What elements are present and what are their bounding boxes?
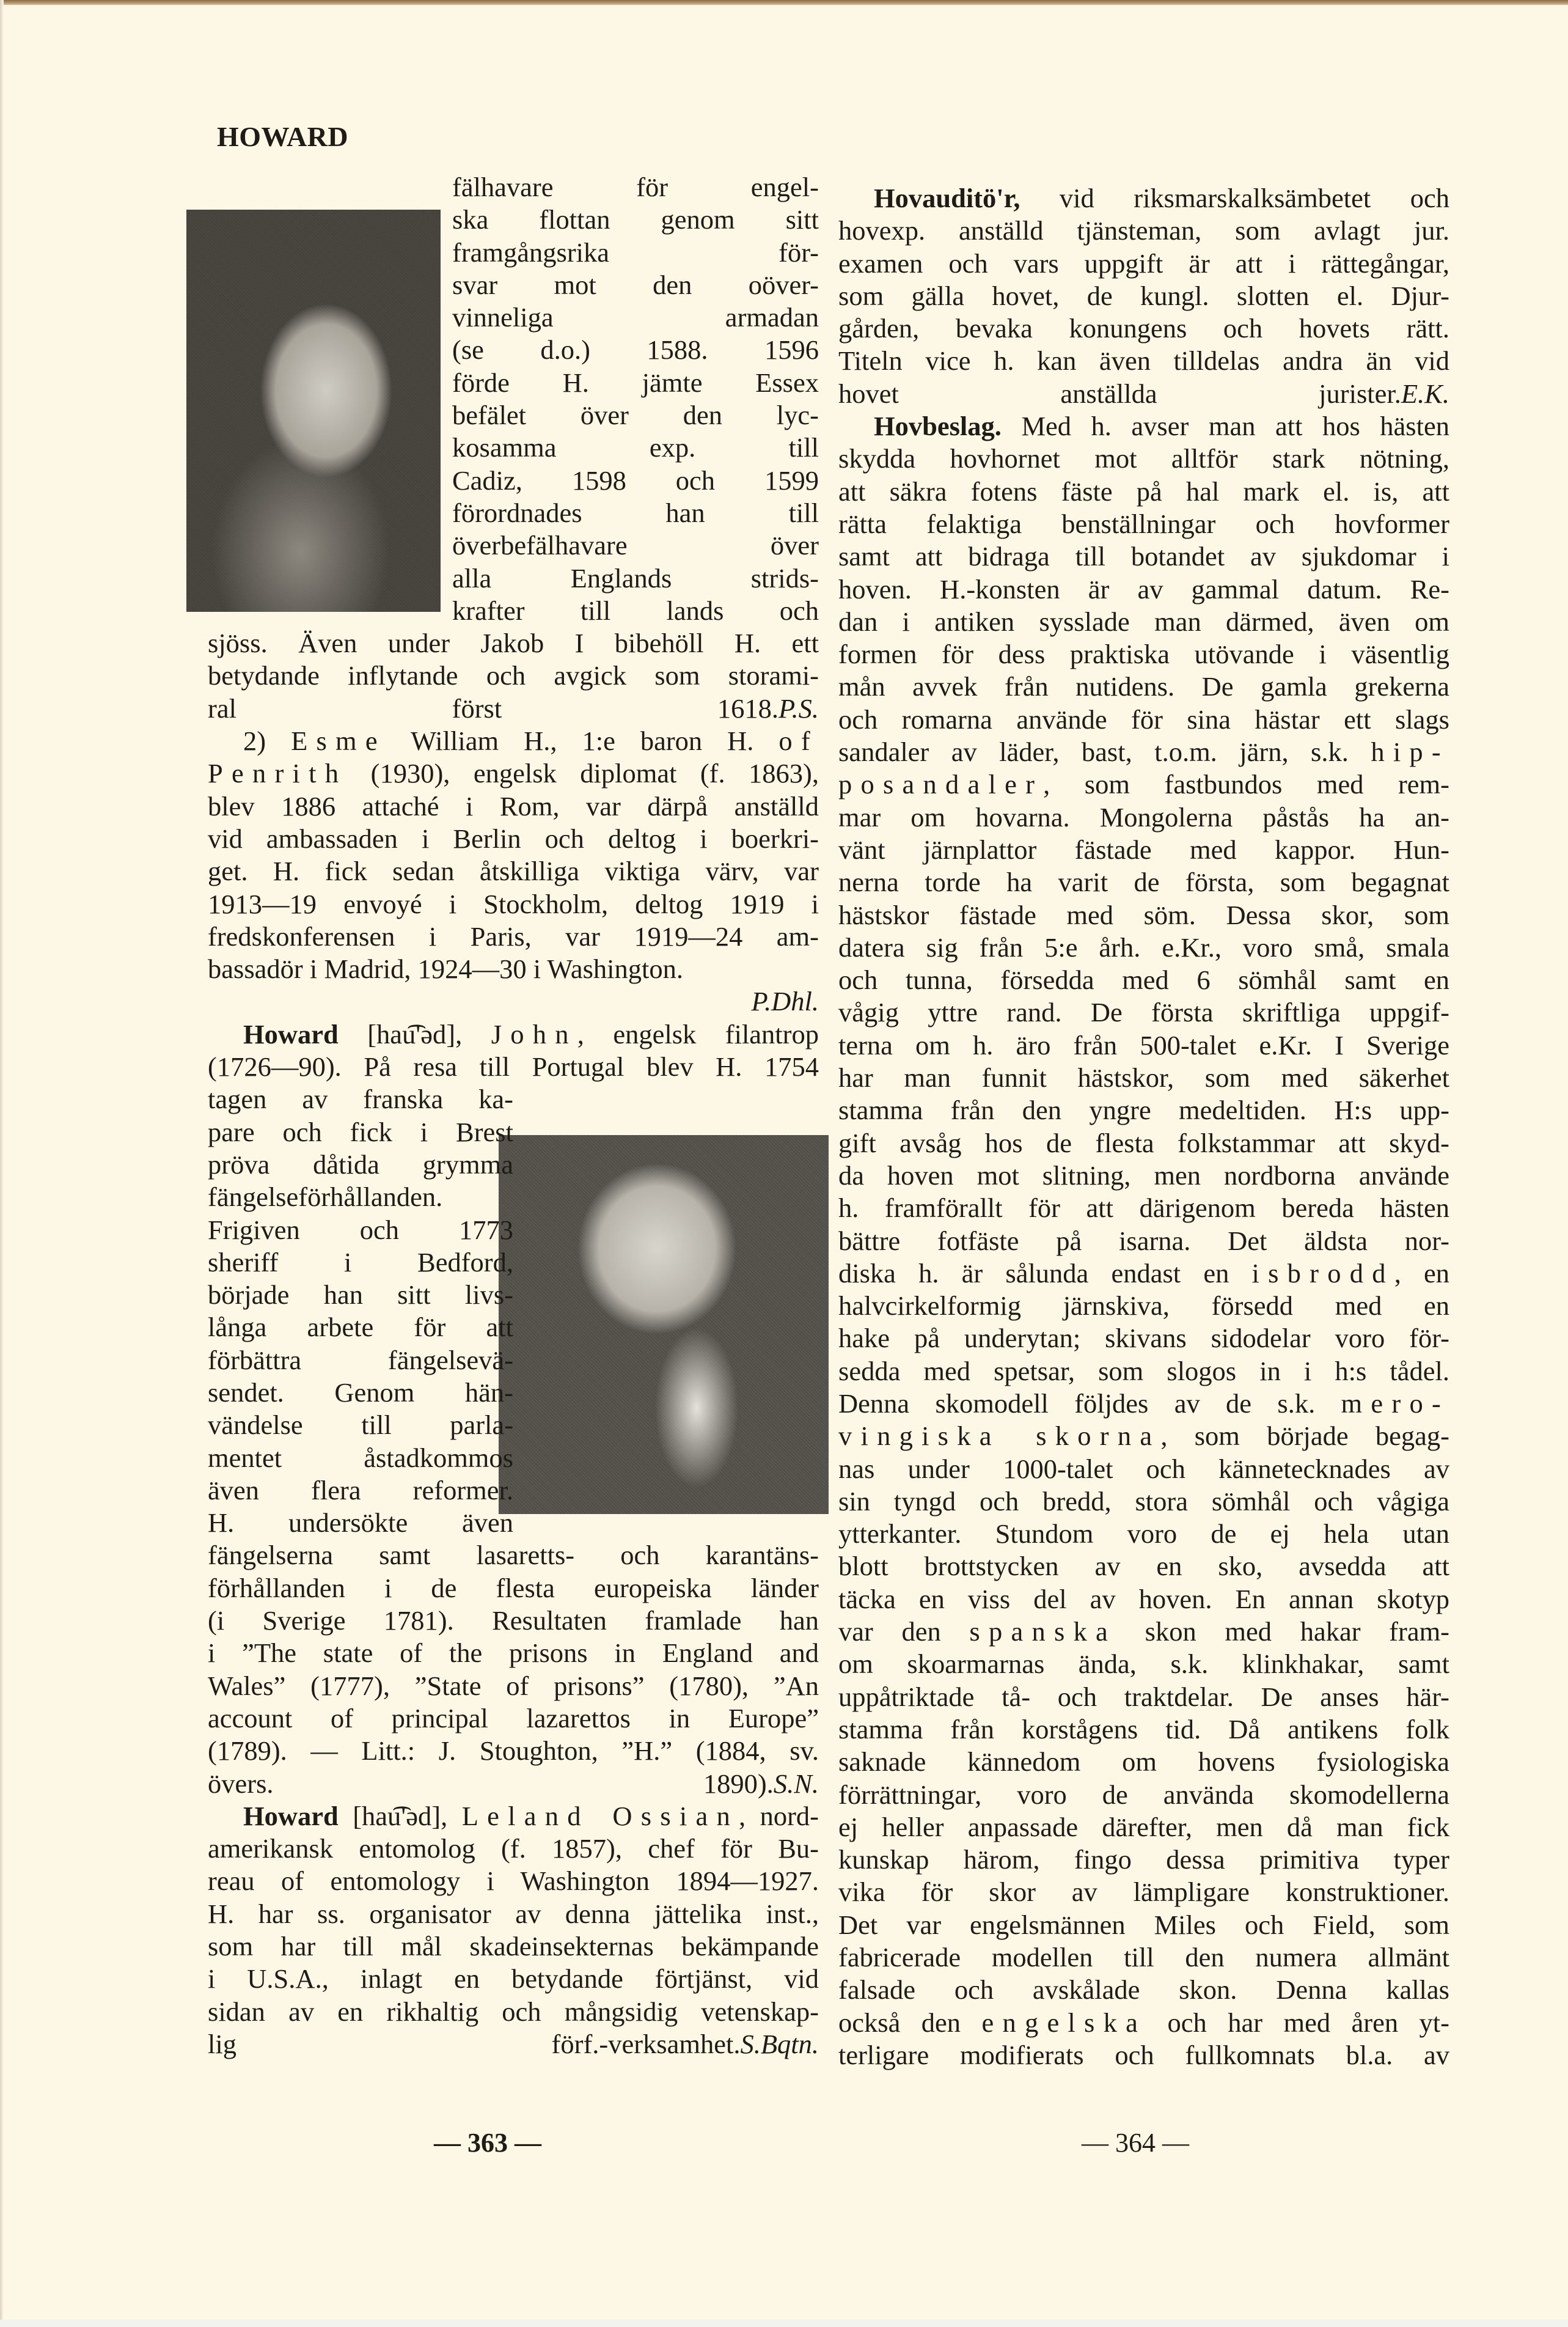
- text-line: skydda hovhornet mot alltför stark nötning,: [838, 443, 1449, 474]
- text-line: ska flottan genom sitt: [452, 204, 819, 235]
- text-line: mån avvek från nutidens. De gamla grekerna: [838, 671, 1449, 702]
- text-line: account of principal lazarettos in Europe”: [208, 1702, 819, 1733]
- text-line: formen för dess praktiska utövande i väsentlig: [838, 639, 1449, 670]
- text-line: fängelserna samt lasaretts- och karantäns-: [208, 1540, 819, 1571]
- entry-headword: Hovbeslag.: [874, 411, 1002, 442]
- text-line: förrättningar, voro de använda skomodellerna: [838, 1779, 1449, 1810]
- text-line: posandaler, som fastbundos med rem-: [838, 769, 1449, 800]
- text-line: har man funnit hästskor, som med säkerhet: [838, 1062, 1449, 1094]
- text-line: reau of entomology i Washington 1894—1927.: [208, 1866, 819, 1897]
- text-line: Wales” (1777), ”State of prisons” (1780), ”An: [208, 1670, 819, 1701]
- name-spaced: of: [779, 726, 819, 757]
- text-line: också den engelska och har med åren yt-: [838, 2007, 1449, 2038]
- text-line: förordnades han till: [452, 497, 819, 528]
- page-bottom-edge: [0, 2320, 1568, 2327]
- text-line: betydande inflytande och avgick som storami-: [208, 660, 819, 691]
- running-head: HOWARD: [217, 121, 349, 152]
- text-line: Denna skomodell följdes av de s.k. mero-: [838, 1388, 1449, 1419]
- text-line: hoven. H.-konsten är av gammal datum. Re-: [838, 573, 1449, 605]
- author-signature: S.Bqtn.: [740, 2028, 819, 2059]
- spaced-emphasis: engelska: [981, 2007, 1147, 2038]
- text-line: befälet över den lyc-: [452, 400, 819, 431]
- text-line: bättre fotfäste på isarna. Det äldsta nor-: [838, 1225, 1449, 1256]
- author-signature: S.N.: [773, 1768, 819, 1799]
- text-line: (1789). — Litt.: J. Stoughton, ”H.” (1884, sv.: [208, 1735, 819, 1766]
- name-spaced: Penrith: [208, 758, 348, 789]
- text-line: halvcirkelformig järnskiva, försedd med en: [838, 1290, 1449, 1322]
- text-line: och tunna, försedda med 6 sömhål samt en: [838, 965, 1449, 996]
- john-howard-entry: [208, 1018, 819, 1800]
- text-line: sedda med spetsar, som slogos in i h:s tådel.: [838, 1355, 1449, 1386]
- text-line: att säkra fotens fäste på hal mark el. is, att: [838, 476, 1449, 507]
- text-line: gift avsåg hos de flesta folkstammar att skyd-: [838, 1127, 1449, 1158]
- text-line: krafter till lands och: [452, 595, 819, 626]
- text-line: stamma från den yngre medeltiden. H:s upp-: [838, 1095, 1449, 1126]
- text-line: ej heller anpassade därefter, men då man fick: [838, 1811, 1449, 1842]
- text-line: Titeln vice h. kan även tilldelas andra än vid: [838, 345, 1449, 377]
- spaced-emphasis: vingiska skorna: [838, 1421, 1161, 1452]
- text-line: H. har ss. organisator av denna jättelika inst.,: [208, 1898, 819, 1929]
- text-line: alla Englands strids-: [452, 562, 819, 594]
- text-line: Howard [hau͡'əd], Leland Ossian, nord-: [243, 1800, 819, 1831]
- text-line: fängelseförhållanden.: [208, 1182, 443, 1213]
- text-line: var den spanska skon med hakar fram-: [838, 1616, 1450, 1647]
- name-spaced: Esme: [291, 726, 386, 757]
- text-line: blott brottstycken av en sko, avsedda att: [838, 1551, 1449, 1582]
- text-line: hovet anställda jurister.E.K.: [838, 378, 1449, 409]
- text-line: sjöss. Även under Jakob I bibehöll H. ett: [208, 628, 819, 659]
- text-line: vändelse till parla-: [208, 1410, 513, 1441]
- text-line: examen och vars uppgift är att i rättegångar,: [838, 248, 1449, 279]
- text-line: uppåtriktade tå- och traktdelar. De anses här-: [838, 1681, 1449, 1712]
- text-line: vingiska skorna, som började begag-: [838, 1421, 1449, 1452]
- text-line: Frigiven och 1773: [208, 1214, 513, 1245]
- page-number-left: — 363 —: [434, 2128, 541, 2158]
- text-line: fälhavare för engel-: [452, 172, 819, 202]
- text-line: vid ambassaden i Berlin och deltog i boerkri-: [208, 823, 819, 854]
- text-line: långa arbete för att: [208, 1312, 513, 1343]
- text-line: blev 1886 attaché i Rom, var därpå anställd: [208, 790, 819, 822]
- text-line: Cadiz, 1598 och 1599: [452, 465, 819, 496]
- text-line: hake på underytan; skivans sidodelar voro för-: [838, 1323, 1449, 1354]
- page-left-edge: [0, 0, 4, 2327]
- text-line: H. undersökte även: [208, 1507, 513, 1538]
- text-line: h. framförallt för att därigenom bereda hästen: [838, 1193, 1449, 1224]
- text-line: rätta felaktiga benställningar och hovformer: [838, 508, 1449, 539]
- text-line: förde H. jämte Essex: [452, 367, 819, 398]
- author-signature: E.K.: [1401, 378, 1449, 409]
- text-line: 2) Esme William H., 1:e baron H. of: [243, 726, 819, 757]
- text-line: stamma från korstågens tid. Då antikens folk: [838, 1713, 1449, 1744]
- text-line: Det var engelsmännen Miles och Field, som: [838, 1909, 1449, 1940]
- text-line: hästskor fästade med söm. Dessa skor, som: [838, 899, 1449, 930]
- text-line: fabricerade modellen till den numera allmänt: [838, 1942, 1449, 1973]
- text-line: Hovauditö'r, vid riksmarskalksämbetet och: [874, 183, 1449, 213]
- text-line: började han sitt livs-: [208, 1279, 513, 1311]
- text-line: överbefälhavare över: [452, 530, 819, 561]
- text-line: Penrith (1930), engelsk diplomat (f. 1863),: [208, 758, 819, 789]
- text-line: även flera reformer.: [208, 1474, 513, 1505]
- spaced-emphasis: posandaler: [838, 769, 1044, 800]
- text-line: förbättra fängelsevä-: [208, 1344, 513, 1375]
- leland-howard-entry: [208, 1800, 819, 2060]
- text-line: [208, 985, 819, 1018]
- name-spaced: John: [491, 1018, 577, 1050]
- text-line: kosamma exp. till: [452, 432, 819, 463]
- text-line: om skoarmarnas ända, s.k. klinkhakar, samt: [838, 1649, 1449, 1680]
- text-line: ral först 1618.P.S.: [208, 693, 819, 724]
- text-line: hovexp. anställd tjänsteman, som avlagt jur.: [838, 215, 1449, 246]
- spaced-emphasis: isbrodd: [1251, 1257, 1394, 1288]
- text-line: ytterkanter. Stundom voro de ej hela utan: [838, 1518, 1449, 1549]
- text-line: sendet. Genom hän-: [208, 1377, 513, 1408]
- spaced-emphasis: spanska: [969, 1616, 1116, 1647]
- text-line: falsade och avskålade skon. Denna kallas: [838, 1974, 1449, 2005]
- text-line: samt att bidraga till botandet av sjukdomar i: [838, 541, 1449, 572]
- text-line: datera sig från 5:e årh. e.Kr., voro små, smala: [838, 932, 1449, 963]
- text-line: lig förf.-verksamhet.S.Bqtn.: [208, 2028, 819, 2059]
- text-line: svar mot den oöver-: [452, 269, 819, 300]
- text-line: Hovbeslag. Med h. avser man att hos hästen: [874, 411, 1449, 442]
- text-line: vågig yttre rand. De första skriftliga uppgif-: [838, 997, 1449, 1028]
- text-line: förhållanden i de flesta europeiska länder: [208, 1572, 819, 1603]
- text-line: terna om h. äro från 500-talet e.Kr. I Sverige: [838, 1029, 1449, 1061]
- text-line: sheriff i Bedford,: [208, 1246, 513, 1277]
- text-line: som har till mål skadeinsekternas bekämpande: [208, 1931, 819, 1962]
- text-line: terligare modifierats och fullkomnats bl.a. av: [838, 2039, 1449, 2070]
- hovbeslag-entry: [838, 410, 1449, 2072]
- text-line: gården, bevaka konungens och hovets rätt.: [838, 313, 1449, 344]
- text-line: da hoven mot slitning, men nordborna använde: [838, 1160, 1449, 1191]
- page-top-edge: [0, 0, 1568, 5]
- text-line: get. H. fick sedan åtskilliga viktiga värv, var: [208, 856, 819, 887]
- page-number-right: — 364 —: [1082, 2128, 1189, 2158]
- text-line: och romarna använde för sina hästar ett slags: [838, 704, 1449, 735]
- text-line: sidan av en rikhaltig och mångsidig vetenskap-: [208, 1996, 819, 2027]
- text-line: kunskap härom, fingo dessa primitiva typer: [838, 1844, 1449, 1875]
- text-line: i ”The state of the prisons in England and: [208, 1638, 819, 1669]
- author-signature: P.Dhl.: [751, 986, 819, 1017]
- text-line: (i Sverige 1781). Resultaten framlade han: [208, 1605, 819, 1636]
- text-line: tagen av franska ka-: [208, 1084, 513, 1115]
- text-line: pare och fick i Brest: [208, 1116, 513, 1147]
- text-line: saknade kännedom om hovens fysiologiska: [838, 1746, 1449, 1777]
- entry-headword: Hovauditö'r,: [874, 183, 1020, 213]
- text-line: täcka en viss del av hoven. En annan skotyp: [838, 1583, 1449, 1614]
- text-line: (se d.o.) 1588. 1596: [452, 334, 819, 366]
- text-line: som gälla hovet, de kungl. slotten el. Djur-: [838, 280, 1449, 311]
- charles-howard-entry-continuation: [208, 171, 819, 725]
- text-line: Howard [hau͡'əd], John, engelsk filantrop: [243, 1018, 819, 1050]
- text-line: i U.S.A., inlagt en betydande förtjänst, vid: [208, 1963, 819, 1994]
- text-line: pröva dåtida grymma: [208, 1149, 513, 1180]
- text-line: dan i antiken sysslade man därmed, även om: [838, 606, 1449, 637]
- text-line: 1913—19 envoyé i Stockholm, deltog 1919 i: [208, 888, 819, 919]
- right-column: [838, 182, 1449, 2072]
- entry-headword: Howard: [243, 1800, 339, 1831]
- text-line: vänt järnplattor fästade med kappor. Hun-: [838, 834, 1449, 865]
- text-line: amerikansk entomolog (f. 1857), chef för Bu-: [208, 1833, 819, 1864]
- name-spaced: Leland Ossian: [461, 1800, 739, 1831]
- text-line: mar om hovarna. Mongolerna påstås ha an-: [838, 801, 1449, 833]
- entry-headword: Howard: [243, 1018, 339, 1050]
- author-signature: P.S.: [779, 693, 819, 724]
- text-line: nas under 1000-talet och kännetecknades av: [838, 1453, 1449, 1484]
- text-line: övers. 1890).S.N.: [208, 1768, 819, 1799]
- text-line: diska h. är sålunda endast en isbrodd, en: [838, 1257, 1449, 1288]
- text-line: fredskonferensen i Paris, var 1919—24 am-: [208, 921, 819, 952]
- text-line: bassadör i Madrid, 1924—30 i Washington.: [208, 954, 683, 985]
- text-line: mentet åstadkommos: [208, 1442, 513, 1473]
- text-line: sin tyngd och bredd, stora sömhål och vågiga: [838, 1485, 1449, 1516]
- esme-howard-entry: [208, 725, 819, 1018]
- text-line: nerna torde ha varit de första, som begagnat: [838, 867, 1449, 898]
- spaced-emphasis: mero-: [1341, 1388, 1449, 1419]
- text-line: sandaler av läder, bast, t.o.m. järn, s.k. hip-: [838, 737, 1449, 768]
- text-line: framgångsrika för-: [452, 237, 819, 268]
- text-line: vinneliga armadan: [452, 302, 819, 333]
- spaced-emphasis: hip-: [1371, 737, 1449, 768]
- text-line: vika för skor av lämpligare konstruktioner.: [838, 1877, 1449, 1908]
- hovauditor-entry: [838, 182, 1449, 410]
- text-line: (1726—90). På resa till Portugal blev H. 1754: [208, 1051, 819, 1083]
- left-column: [208, 171, 819, 2060]
